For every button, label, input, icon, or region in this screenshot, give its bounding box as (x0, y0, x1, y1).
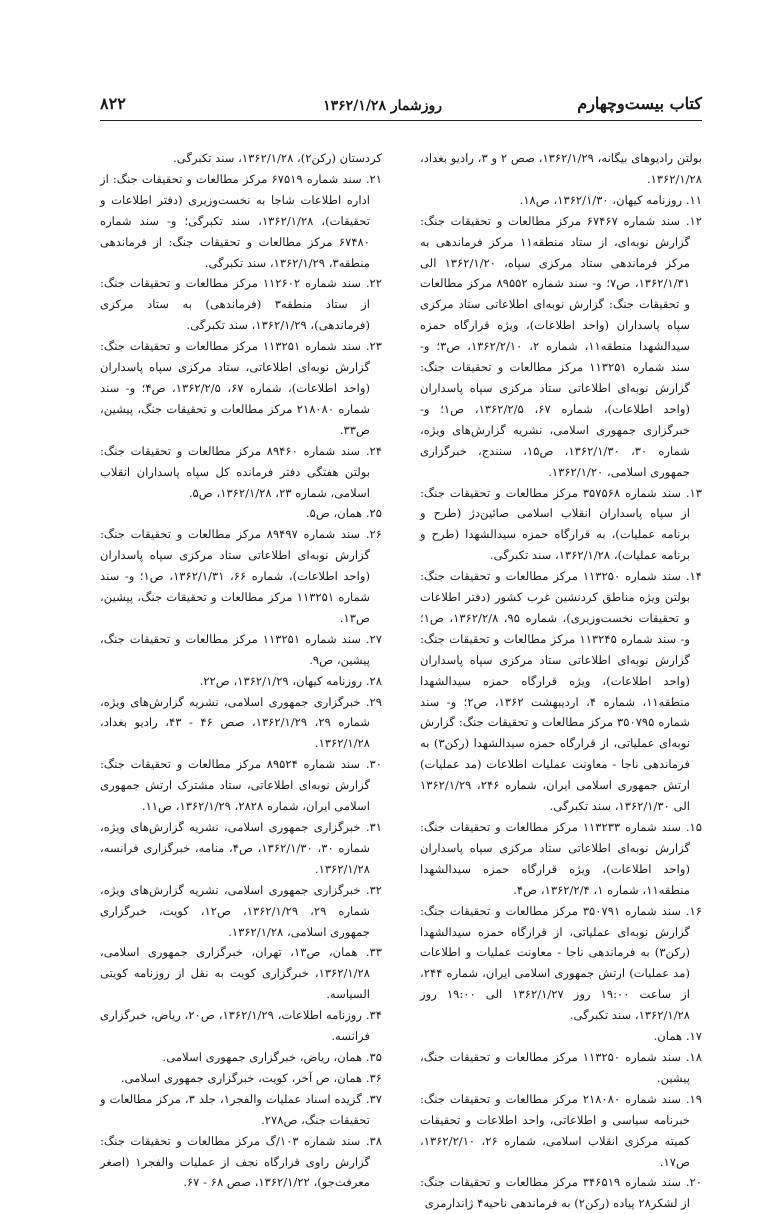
footnote-21: ۲۱. سند شماره ۶۷۵۱۹ مرکز مطالعات و تحقیقات جنگ: از اداره اطلاعات شاجا به نخست‌وزیری (دفتر اطلاعات و تحقیقات)، ۱۳۶۲/۱/۲۸، سند تکبرگی؛ و- سند شماره ۶۷۴۸۰ مرکز مطالعات و تحقیقات جنگ: از فرماندهی منطقه۳، ۱۳۶۲/۱/۲۹، سند تکبرگی. (100, 171, 382, 270)
footnote-32: ۳۲. خبرگزاری جمهوری اسلامی، نشریه گزارش‌های ویژه، شماره ۲۹، ۱۳۶۲/۱/۲۹، ص۱۲، کویت، خبرگزاری جمهوری اسلامی، ۱۳۶۲/۱/۲۸. (100, 882, 382, 939)
footnote-23: ۲۳. سند شماره ۱۱۳۲۵۱ مرکز مطالعات و تحقیقات جنگ: گزارش نوبه‌ای اطلاعاتی، ستاد مرکزی سپاه پاسداران (واحد اطلاعات)، شماره ۶۷، ۱۳۶۲/۲/۵، ص۴؛ و- سند شماره ۲۱۸۰۸۰ مرکز مطالعات و تحقیقات جنگ، پیشین، ص۳۳. (100, 339, 382, 437)
footnote-25: ۲۵. همان، ص۵. (305, 506, 382, 521)
book-title: کتاب بیست‌وچهارم (577, 94, 702, 113)
footnote-33: ۳۳. همان، ص۱۳، تهران، خبرگزاری جمهوری اسلامی، ۱۳۶۲/۱/۲۸، خبرگزاری کویت به نقل از روزنامه کویتی السیاسه. (100, 945, 382, 1002)
page-number: ۸۲۲ (100, 94, 126, 113)
header-rule (100, 120, 702, 121)
footnote-11: ۱۱. روزنامه کیهان، ۱۳۶۲/۱/۳۰، ص۱۸. (519, 192, 702, 207)
footnotes-right-column (420, 148, 702, 1214)
running-header (100, 92, 702, 118)
footnote-38: ۳۸. سند شماره ۱۰۳/گ مرکز مطالعات و تحقیقات جنگ: گزارش راوی قرارگاه نجف از عملیات والفجر۱ (اصغر معرفت‌جو)، ۱۳۶۲/۱/۲۲، صص ۶۸ - ۶۷. (100, 1133, 382, 1190)
footnote-12: ۱۲. سند شماره ۶۷۴۶۷ مرکز مطالعات و تحقیقات جنگ: گزارش نوبه‌ای، از ستاد منطقه۱۱ مرکز فرماندهی به مرکز فرماندهی ستاد مرکزی سپاه، ۱۳۶۲/۱/۲۰ الی ۱۳۶۲/۱/۳۱، ص۷؛ و- سند شماره ۸۹۵۵۲ مرکز مطالعات و تحقیقات جنگ: گزارش نوبه‌ای اطلاعاتی ستاد مرکزی سپاه پاسداران (واحد اطلاعات)، ویژه قرارگاه حمزه سیدالشهدا منطقه۱۱، شماره ۲، ۱۳۶۲/۲/۱۰، ص۳؛ و- سند شماره ۱۱۳۲۵۱ مرکز مطالعات و تحقیقات جنگ: گزارش نوبه‌ای اطلاعاتی ستاد مرکزی سپاه پاسداران (واحد اطلاعات)، شماره ۶۷، ۱۳۶۲/۲/۵، ص۱؛ و- خبرگزاری جمهوری اسلامی، نشریه گزارش‌های ویژه، شماره ۳۰، ۱۳۶۲/۱/۳۰، ص۱۵، سنندج، خبرگزاری جمهوری اسلامی، ۱۳۶۲/۱/۲۰. (420, 213, 702, 479)
footnote-continuation: کردستان (رکن۲)، ۱۳۶۲/۱/۲۸، سند تکبرگی. (173, 151, 382, 165)
footnote-24: ۲۴. سند شماره ۸۹۴۶۰ مرکز مطالعات و تحقیقات جنگ: بولتن هفتگی دفتر فرمانده کل سپاه پاسداران انقلاب اسلامی، شماره ۲۳، ۱۳۶۲/۱/۲۸، ص۵. (100, 443, 382, 500)
footnote-18: ۱۸. سند شماره ۱۱۳۲۵۰ مرکز مطالعات و تحقیقات جنگ، پیشین. (420, 1049, 702, 1085)
footnote-28: ۲۸. روزنامه کیهان، ۱۳۶۲/۱/۲۹، ص۲۲. (199, 673, 382, 688)
footnote-20: ۲۰. سند شماره ۳۴۶۵۱۹ مرکز مطالعات و تحقیقات جنگ: از لشکر۲۸ پیاده (رکن۲) به فرماندهی ناحیه۴ ژاندارمری (420, 1175, 702, 1211)
footnote-14: ۱۴. سند شماره ۱۱۳۲۵۰ مرکز مطالعات و تحقیقات جنگ: بولتن ویژه مناطق کردنشین غرب کشور (دفتر اطلاعات و تحقیقات نخست‌وزیری)، شماره ۹۵، ۱۳۶۲/۲/۸، ص۱؛ و- سند شماره ۱۱۳۲۴۵ مرکز مطالعات و تحقیقات جنگ: گزارش نوبه‌ای اطلاعاتی ستاد مرکزی سپاه پاسداران (واحد اطلاعات)، ویژه قرارگاه حمزه سیدالشهدا منطقه۱۱، شماره ۴، اردیبهشت ۱۳۶۲، ص۲؛ و- سند شماره ۳۵۰۷۹۵ مرکز مطالعات و تحقیقات جنگ: گزارش نوبه‌ای عملیاتی، از قرارگاه حمزه سیدالشهدا (رکن۳) به فرماندهی ناجا - معاونت عملیات اطلاعات (مد عملیات) ارتش جمهوری اسلامی ایران، شماره ۲۴۶، ۱۳۶۲/۱/۲۹ الی ۱۳۶۲/۱/۳۰، سند تکبرگی. (420, 569, 702, 814)
footnotes-left-column (100, 148, 382, 1193)
footnote-17: ۱۷. همان. (653, 1029, 702, 1044)
footnote-13: ۱۳. سند شماره ۳۵۷۵۶۸ مرکز مطالعات و تحقیقات جنگ: از سپاه پاسداران انقلاب اسلامی صائین‌دژ (طرح و برنامه عملیات)، به قرارگاه حمزه سیدالشهدا (طرح و برنامه عملیات)، ۱۳۶۲/۱/۲۸، سند تکبرگی. (420, 485, 702, 563)
footnote-37: ۳۷. گزیده اسناد عملیات والفجر۱، جلد ۳، مرکز مطالعات و تحقیقات جنگ، ص۲۷۸. (100, 1091, 382, 1127)
footnote-30: ۳۰. سند شماره ۸۹۵۲۴ مرکز مطالعات و تحقیقات جنگ: گزارش نوبه‌ای اطلاعاتی، ستاد مشترک ارتش جمهوری اسلامی ایران، شماره ۲۸۲۸، ۱۳۶۲/۱/۲۹، ص۱۱. (100, 757, 382, 814)
footnote-22: ۲۲. سند شماره ۱۱۲۶۰۲ مرکز مطالعات و تحقیقات جنگ: از ستاد منطقه۳ (فرماندهی) به ستاد مرکزی (فرماندهی)، ۱۳۶۲/۱/۲۹، سند تکبرگی. (100, 276, 382, 333)
footnote-19: ۱۹. سند شماره ۲۱۸۰۸۰ مرکز مطالعات و تحقیقات جنگ: خبرنامه سیاسی و اطلاعاتی، واحد اطلاعات و تحقیقات کمیته مرکزی انقلاب اسلامی، شماره ۲۶، ۱۳۶۲/۲/۱۰، ص۱۷. (420, 1091, 702, 1169)
footnote-31: ۳۱. خبرگزاری جمهوری اسلامی، نشریه گزارش‌های ویژه، شماره ۳۰، ۱۳۶۲/۱/۳۰، ص۴، منامه، خبرگزاری فرانسه، ۱۳۶۲/۱/۲۸. (100, 820, 382, 876)
footnote-27: ۲۷. سند شماره ۱۱۳۲۵۱ مرکز مطالعات و تحقیقات جنگ، پیشین، ص۹. (100, 631, 382, 667)
footnote-15: ۱۵. سند شماره ۱۱۳۲۳۳ مرکز مطالعات و تحقیقات جنگ: گزارش نوبه‌ای اطلاعاتی ستاد مرکزی سپاه پاسداران (واحد اطلاعات)، ویژه قرارگاه حمزه سیدالشهدا منطقه۱۱، شماره ۱، ۱۳۶۲/۲/۴، ص۴. (420, 820, 702, 897)
footnote-29: ۲۹. خبرگزاری جمهوری اسلامی، نشریه گزارش‌های ویژه، شماره ۲۹، ۱۳۶۲/۱/۲۹، صص ۴۶ - ۴۳، رادیو بغداد، ۱۳۶۲/۱/۲۸. (100, 694, 382, 751)
footnote-16: ۱۶. سند شماره ۳۵۰۷۹۱ مرکز مطالعات و تحقیقات جنگ: گزارش نوبه‌ای عملیاتی، از قرارگاه حمزه سیدالشهدا (رکن۳) به فرماندهی ناجا - معاونت عملیات و اطلاعات (مد عملیات) ارتش جمهوری اسلامی ایران، شماره ۲۴۴، از ساعت ۱۹:۰۰ روز ۱۳۶۲/۱/۲۷ الی ۱۹:۰۰ روز ۱۳۶۲/۱/۲۸، سند تکبرگی. (420, 903, 702, 1023)
footnote-26: ۲۶. سند شماره ۸۹۴۹۷ مرکز مطالعات و تحقیقات جنگ: گزارش نوبه‌ای اطلاعاتی ستاد مرکزی سپاه پاسداران (واحد اطلاعات)، شماره ۶۶، ۱۳۶۲/۱/۳۱، ص۱؛ و- سند شماره ۱۱۳۲۵۱ مرکز مطالعات و تحقیقات جنگ، پیشین، ص۱۳. (100, 527, 382, 625)
footnote-34: ۳۴. روزنامه اطلاعات، ۱۳۶۲/۱/۲۹، ص۲۰، ریاض، خبرگزاری فرانسه. (100, 1008, 382, 1044)
diary-date: روزشمار ۱۳۶۲/۱/۲۸ (323, 98, 442, 114)
footnote-36: ۳۶. همان، ص آخر، کویت، خبرگزاری جمهوری اسلامی. (120, 1070, 382, 1085)
footnote-continuation: بولتن رادیوهای بیگانه، ۱۳۶۲/۱/۲۹، صص ۲ و ۳، رادیو بغداد، ۱۳۶۲/۱/۲۸. (420, 151, 702, 186)
footnote-35: ۳۵. همان، ریاض، خبرگزاری جمهوری اسلامی. (162, 1049, 382, 1064)
